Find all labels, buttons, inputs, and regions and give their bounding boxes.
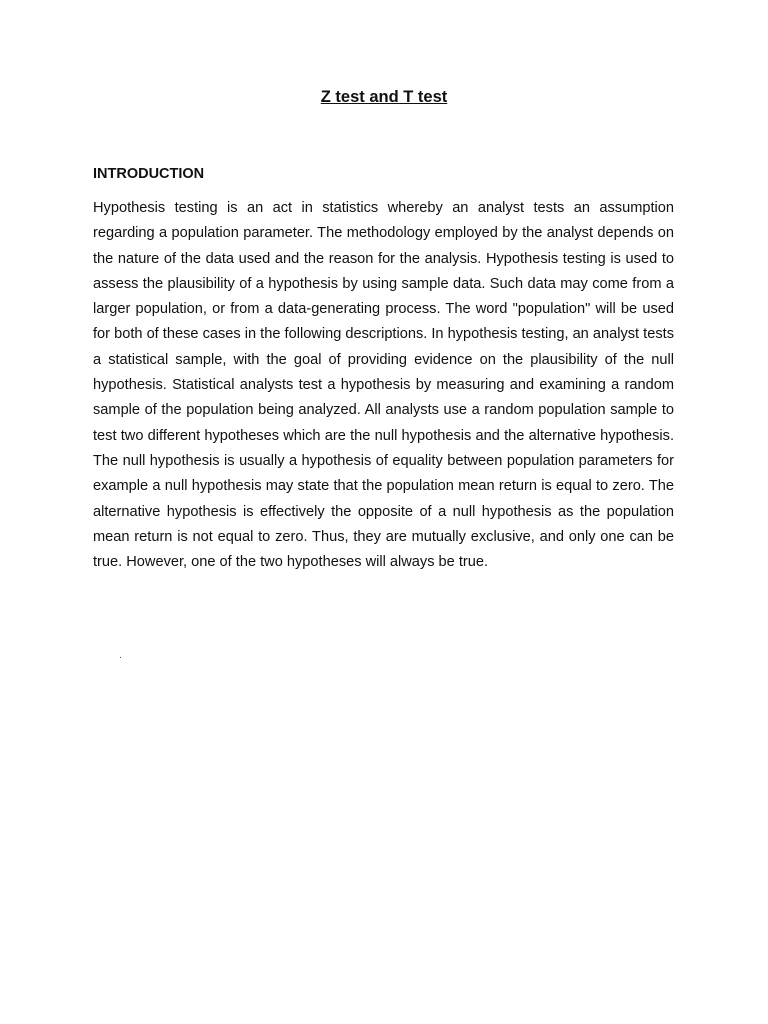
document-title: Z test and T test: [320, 88, 448, 106]
introduction-paragraph: Hypothesis testing is an act in statistics whereby an analyst tests an assumption regarding a population parameter. The methodology employed by the analyst depends on the nature of the data used and the reason for the analysis. Hypothesis testing is used to assess the plausibility of a hypothesis by using sample data. Such data may come from a larger population, or from a data-generating process. The word "population" will be used for both of these cases in the following descriptions. In hypothesis testing, an analyst tests a statistical sample, with the goal of providing evidence on the plausibility of the null hypothesis. Statistical analysts test a hypothesis by measuring and examining a random sample of the population being analyzed. All analysts use a random population sample to test two different hypotheses which are the null hypothesis and the alternative hypothesis. The null hypothesis is usually a hypothesis of equality between population parameters for example a null hypothesis may state that the population mean return is equal to zero. The alternative hypothesis is effectively the opposite of a null hypothesis as the population mean return is not equal to zero. Thus, they are mutually exclusive, and only one can be true. However, one of the two hypotheses will always be true.: [93, 200, 674, 571]
stray-period-mark: .: [119, 650, 122, 661]
section-heading-introduction: INTRODUCTION: [93, 166, 205, 182]
